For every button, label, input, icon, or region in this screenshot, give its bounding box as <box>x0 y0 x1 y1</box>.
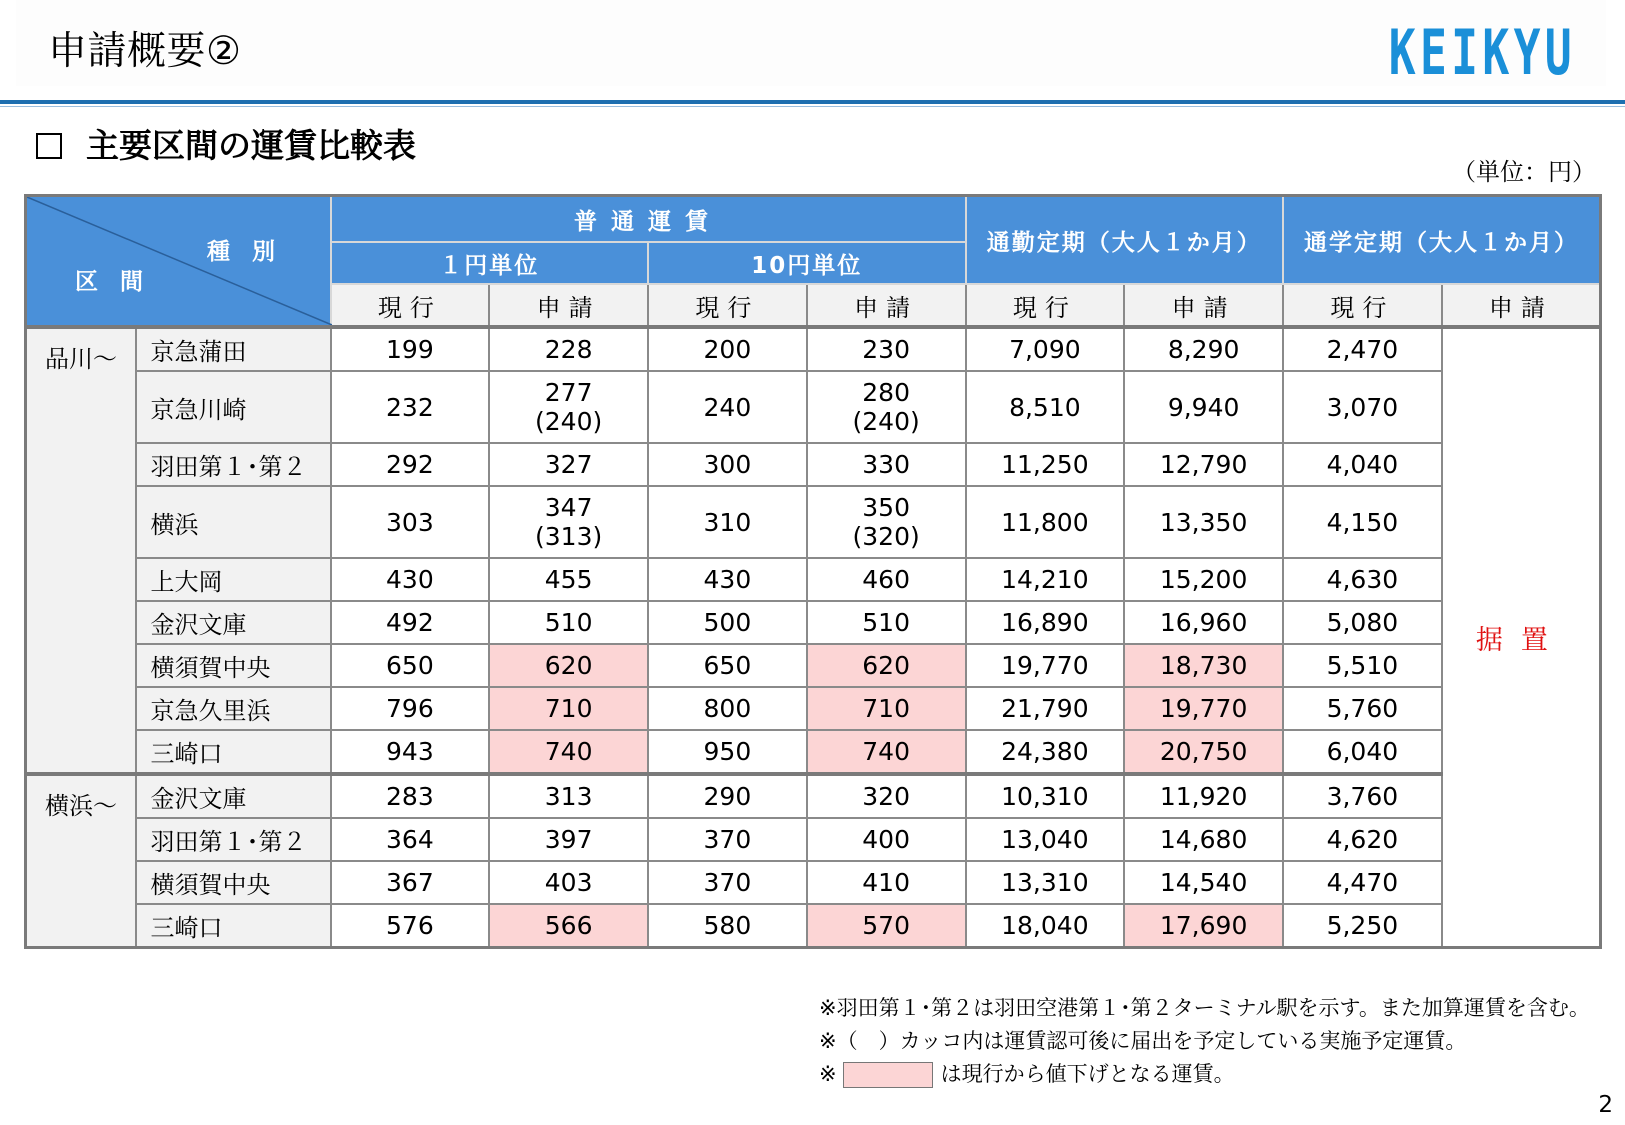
station-name: 羽田第１･第２ <box>136 818 331 861</box>
fare-cell: 510 <box>489 601 648 644</box>
fare-cell: 199 <box>331 327 490 371</box>
fare-cell: 370 <box>648 861 807 904</box>
fare-cell: 5,250 <box>1283 904 1442 948</box>
fare-cell: 4,470 <box>1283 861 1442 904</box>
fare-cell: 16,890 <box>966 601 1125 644</box>
fare-cell: 796 <box>331 687 490 730</box>
group-label-shinagawa: 品川～ <box>26 327 136 774</box>
fare-cell <box>807 486 966 558</box>
highlight-swatch <box>843 1062 933 1088</box>
station-name: 横浜 <box>136 486 331 558</box>
fare-cell: 4,630 <box>1283 558 1442 601</box>
fare-cell: 24,380 <box>966 730 1125 774</box>
footnote-mark: ※ <box>819 1062 837 1086</box>
fare-cell-decrease: 710 <box>807 687 966 730</box>
footnote-highlight <box>819 1058 1590 1091</box>
fare-cell-decrease: 18,730 <box>1124 644 1283 687</box>
fare-cell: 400 <box>807 818 966 861</box>
fare-cell: 303 <box>331 486 490 558</box>
fare-cell: 4,040 <box>1283 443 1442 486</box>
student-applied-unchanged: 据置 <box>1442 327 1601 948</box>
fare-cell: 492 <box>331 601 490 644</box>
fare-cell: 11,250 <box>966 443 1125 486</box>
header-bar <box>16 0 1606 89</box>
header-commuter-pass: 通勤定期（大人１か月） <box>966 196 1284 285</box>
table-row <box>26 327 1601 371</box>
fare-cell: 5,510 <box>1283 644 1442 687</box>
header-divider <box>0 100 1625 104</box>
fare-cell: 200 <box>648 327 807 371</box>
fare-cell: 310 <box>648 486 807 558</box>
fare-cell: 364 <box>331 818 490 861</box>
fare-cell: 7,090 <box>966 327 1125 371</box>
subheader-applied: 申請 <box>1124 284 1283 327</box>
station-name: 上大岡 <box>136 558 331 601</box>
fare-cell: 228 <box>489 327 648 371</box>
fare-cell: 455 <box>489 558 648 601</box>
footnotes <box>819 992 1590 1091</box>
fare-comparison-table <box>24 194 1602 949</box>
header-ordinary-fare <box>331 196 966 243</box>
fare-cell: 800 <box>648 687 807 730</box>
fare-cell: 2,470 <box>1283 327 1442 371</box>
fare-planned-value: (313) <box>535 522 603 551</box>
fare-cell: 14,540 <box>1124 861 1283 904</box>
station-name: 京急川崎 <box>136 371 331 443</box>
fare-cell: 13,350 <box>1124 486 1283 558</box>
fare-cell: 943 <box>331 730 490 774</box>
station-name: 金沢文庫 <box>136 601 331 644</box>
table-row <box>26 371 1601 443</box>
subheader-current: 現行 <box>966 284 1125 327</box>
subheader-current: 現行 <box>331 284 490 327</box>
station-name: 羽田第１･第２ <box>136 443 331 486</box>
fare-cell <box>807 371 966 443</box>
station-name: 横須賀中央 <box>136 644 331 687</box>
table-corner-header <box>26 196 331 328</box>
fare-cell: 5,080 <box>1283 601 1442 644</box>
fare-cell: 3,760 <box>1283 774 1442 818</box>
page-title: 申請概要② <box>48 29 242 74</box>
fare-cell-decrease: 566 <box>489 904 648 948</box>
fare-cell: 397 <box>489 818 648 861</box>
header-divider-thin <box>0 106 1625 107</box>
fare-cell: 12,790 <box>1124 443 1283 486</box>
page-number: 2 <box>1598 1092 1613 1118</box>
fare-cell-decrease: 620 <box>489 644 648 687</box>
fare-cell: 300 <box>648 443 807 486</box>
fare-planned-value: (320) <box>852 522 920 551</box>
table-row <box>26 601 1601 644</box>
subheader-current: 現行 <box>1283 284 1442 327</box>
fare-cell: 650 <box>648 644 807 687</box>
station-name: 京急蒲田 <box>136 327 331 371</box>
fare-cell: 5,760 <box>1283 687 1442 730</box>
table-row <box>26 644 1601 687</box>
fare-cell: 8,290 <box>1124 327 1283 371</box>
station-name: 三崎口 <box>136 904 331 948</box>
table-row <box>26 558 1601 601</box>
fare-cell: 14,210 <box>966 558 1125 601</box>
fare-cell-decrease: 20,750 <box>1124 730 1283 774</box>
fare-cell: 232 <box>331 371 490 443</box>
fare-cell: 403 <box>489 861 648 904</box>
fare-cell <box>489 486 648 558</box>
fare-cell: 370 <box>648 818 807 861</box>
fare-cell: 650 <box>331 644 490 687</box>
keikyu-logo: KEIKYU <box>1388 16 1576 89</box>
fare-cell: 4,150 <box>1283 486 1442 558</box>
fare-cell: 576 <box>331 904 490 948</box>
fare-cell: 330 <box>807 443 966 486</box>
fare-planned-value: (240) <box>852 407 920 436</box>
fare-cell-decrease: 570 <box>807 904 966 948</box>
header-ordinary-fare-label: 普通運賃 <box>574 208 722 235</box>
square-bullet-icon <box>36 133 62 159</box>
footnote-parentheses: ※（ ）カッコ内は運賃認可後に届出を予定している実施予定運賃。 <box>819 1029 1467 1053</box>
fare-applied-value: 347 <box>544 493 593 522</box>
fare-cell: 367 <box>331 861 490 904</box>
fare-applied-value: 350 <box>862 493 910 522</box>
fare-cell: 10,310 <box>966 774 1125 818</box>
fare-cell-decrease: 740 <box>489 730 648 774</box>
header-student-pass: 通学定期（大人１か月） <box>1283 196 1601 285</box>
fare-cell: 240 <box>648 371 807 443</box>
fare-applied-value: 277 <box>544 378 593 407</box>
fare-cell-decrease: 740 <box>807 730 966 774</box>
fare-cell: 13,310 <box>966 861 1125 904</box>
fare-cell: 11,800 <box>966 486 1125 558</box>
corner-label-type: 種別 <box>207 239 297 265</box>
fare-cell: 19,770 <box>966 644 1125 687</box>
fare-cell: 230 <box>807 327 966 371</box>
station-name: 横須賀中央 <box>136 861 331 904</box>
subheader-applied: 申請 <box>807 284 966 327</box>
fare-cell: 21,790 <box>966 687 1125 730</box>
table-row <box>26 861 1601 904</box>
fare-cell: 8,510 <box>966 371 1125 443</box>
corner-label-section: 区間 <box>75 269 165 295</box>
fare-cell: 283 <box>331 774 490 818</box>
table-row <box>26 818 1601 861</box>
fare-cell: 14,680 <box>1124 818 1283 861</box>
subheader-current: 現行 <box>648 284 807 327</box>
footnote-haneda: ※羽田第１･第２は羽田空港第１･第２ターミナル駅を示す。また加算運賃を含む。 <box>819 996 1590 1020</box>
subheader-applied: 申請 <box>1442 284 1601 327</box>
table-row <box>26 687 1601 730</box>
group-label-yokohama: 横浜～ <box>26 774 136 948</box>
fare-cell: 18,040 <box>966 904 1125 948</box>
table-row <box>26 486 1601 558</box>
fare-cell: 9,940 <box>1124 371 1283 443</box>
fare-cell: 3,070 <box>1283 371 1442 443</box>
section-title <box>34 124 416 168</box>
fare-cell: 16,960 <box>1124 601 1283 644</box>
fare-cell: 313 <box>489 774 648 818</box>
fare-cell: 15,200 <box>1124 558 1283 601</box>
fare-applied-value: 280 <box>862 378 910 407</box>
fare-planned-value: (240) <box>535 407 603 436</box>
fare-cell: 430 <box>648 558 807 601</box>
table-row <box>26 730 1601 774</box>
header-10yen-unit: 10円単位 <box>648 242 966 284</box>
fare-cell: 430 <box>331 558 490 601</box>
header-1yen-unit: １円単位 <box>331 242 649 284</box>
fare-cell: 4,620 <box>1283 818 1442 861</box>
station-name: 京急久里浜 <box>136 687 331 730</box>
unit-note: （単位：円） <box>1452 158 1596 186</box>
fare-cell-decrease: 19,770 <box>1124 687 1283 730</box>
fare-cell: 510 <box>807 601 966 644</box>
fare-cell: 410 <box>807 861 966 904</box>
fare-cell: 460 <box>807 558 966 601</box>
station-name: 金沢文庫 <box>136 774 331 818</box>
section-title-text: 主要区間の運賃比較表 <box>86 126 416 165</box>
subheader-applied: 申請 <box>489 284 648 327</box>
fare-cell <box>489 371 648 443</box>
station-name: 三崎口 <box>136 730 331 774</box>
table-row <box>26 443 1601 486</box>
fare-cell: 290 <box>648 774 807 818</box>
footnote-highlight-text: は現行から値下げとなる運賃。 <box>940 1062 1235 1086</box>
table-row <box>26 904 1601 948</box>
fare-cell: 320 <box>807 774 966 818</box>
fare-cell-decrease: 620 <box>807 644 966 687</box>
fare-cell-decrease: 710 <box>489 687 648 730</box>
fare-cell: 950 <box>648 730 807 774</box>
fare-cell: 6,040 <box>1283 730 1442 774</box>
fare-cell: 292 <box>331 443 490 486</box>
fare-cell-decrease: 17,690 <box>1124 904 1283 948</box>
fare-cell: 11,920 <box>1124 774 1283 818</box>
table-row <box>26 774 1601 818</box>
fare-cell: 580 <box>648 904 807 948</box>
fare-cell: 500 <box>648 601 807 644</box>
fare-cell: 13,040 <box>966 818 1125 861</box>
fare-cell: 327 <box>489 443 648 486</box>
